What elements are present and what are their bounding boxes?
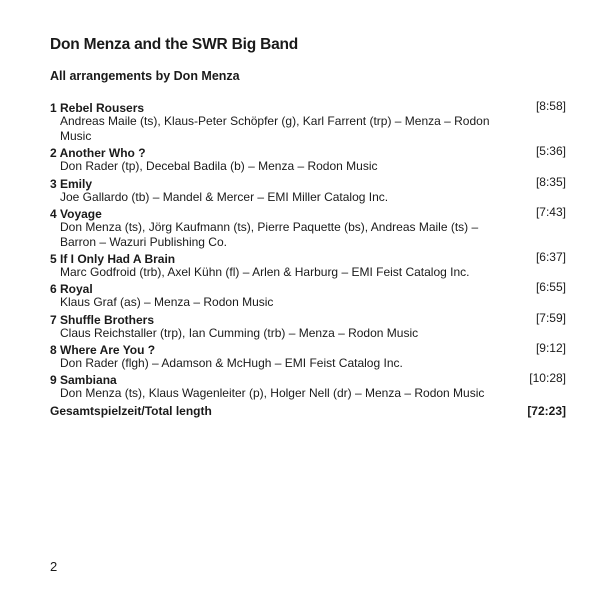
track-header <box>50 311 566 326</box>
track-header <box>50 250 566 265</box>
page-number: 2 <box>50 559 58 574</box>
track-item <box>50 311 566 341</box>
track-header <box>50 175 566 190</box>
track-credits: Don Rader (tp), Decebal Badila (b) – Menza – Rodon Music <box>60 159 378 174</box>
track-list <box>50 99 566 401</box>
track-duration: [6:55] <box>535 280 566 295</box>
track-title: 2 Another Who ? <box>50 146 146 161</box>
track-header <box>50 371 566 386</box>
track-item <box>50 371 566 401</box>
track-header <box>50 99 566 114</box>
track-title: 4 Voyage <box>50 206 102 221</box>
track-item <box>50 99 566 144</box>
track-header <box>50 144 566 159</box>
track-credits: Klaus Graf (as) – Menza – Rodon Music <box>60 295 274 310</box>
track-item <box>50 341 566 371</box>
track-credits: Don Rader (flgh) – Adamson & McHugh – EMI Feist Catalog Inc. <box>60 355 403 370</box>
track-duration: [6:37] <box>535 250 566 265</box>
track-title: 3 Emily <box>50 176 93 191</box>
track-credits: Don Menza (ts), Jörg Kaufmann (ts), Pierre Paquette (bs), Andreas Maile (ts) – <box>60 219 479 234</box>
track-credits: Marc Godfroid (trb), Axel Kühn (fl) – Arlen & Harburg – EMI Feist Catalog Inc. <box>60 265 470 280</box>
track-duration: [7:59] <box>535 310 566 325</box>
track-credits: Don Menza (ts), Klaus Wagenleiter (p), Holger Nell (dr) – Menza – Rodon Music <box>60 386 485 401</box>
track-credits: Barron – Wazuri Publishing Co. <box>60 235 227 250</box>
track-credits: Joe Gallardo (tb) – Mandel & Mercer – EMI Miller Catalog Inc. <box>60 189 389 204</box>
track-header <box>50 205 566 220</box>
track-credits: Andreas Maile (ts), Klaus-Peter Schöpfer (g), Karl Farrent (trp) – Menza – Rodon Music <box>60 114 490 144</box>
track-duration: [7:43] <box>535 204 566 219</box>
track-item <box>50 175 566 205</box>
track-header <box>50 341 566 356</box>
track-item <box>50 205 566 250</box>
total-length-row <box>50 404 566 419</box>
track-title: 1 Rebel Rousers <box>50 101 145 115</box>
track-duration: [9:12] <box>535 340 566 355</box>
track-credits: Claus Reichstaller (trp), Ian Cumming (trb) – Menza – Rodon Music <box>60 325 419 340</box>
track-duration: [5:36] <box>535 144 566 159</box>
arrangements-note: All arrangements by Don Menza <box>50 69 240 83</box>
track-title: 8 Where Are You ? <box>50 342 156 357</box>
total-length-time: [72:23] <box>527 404 566 418</box>
track-item <box>50 280 566 310</box>
album-title: Don Menza and the SWR Big Band <box>50 36 299 53</box>
track-item <box>50 250 566 280</box>
track-header <box>50 280 566 295</box>
track-duration: [10:28] <box>529 371 566 386</box>
track-duration: [8:58] <box>535 99 566 113</box>
track-item <box>50 144 566 174</box>
total-length-label: Gesamtspielzeit/Total length <box>50 404 212 418</box>
track-title: 5 If I Only Had A Brain <box>50 252 176 267</box>
track-title: 9 Sambiana <box>50 373 117 388</box>
track-title: 7 Shuffle Brothers <box>50 312 155 327</box>
track-title: 6 Royal <box>50 282 93 297</box>
track-duration: [8:35] <box>535 174 566 189</box>
